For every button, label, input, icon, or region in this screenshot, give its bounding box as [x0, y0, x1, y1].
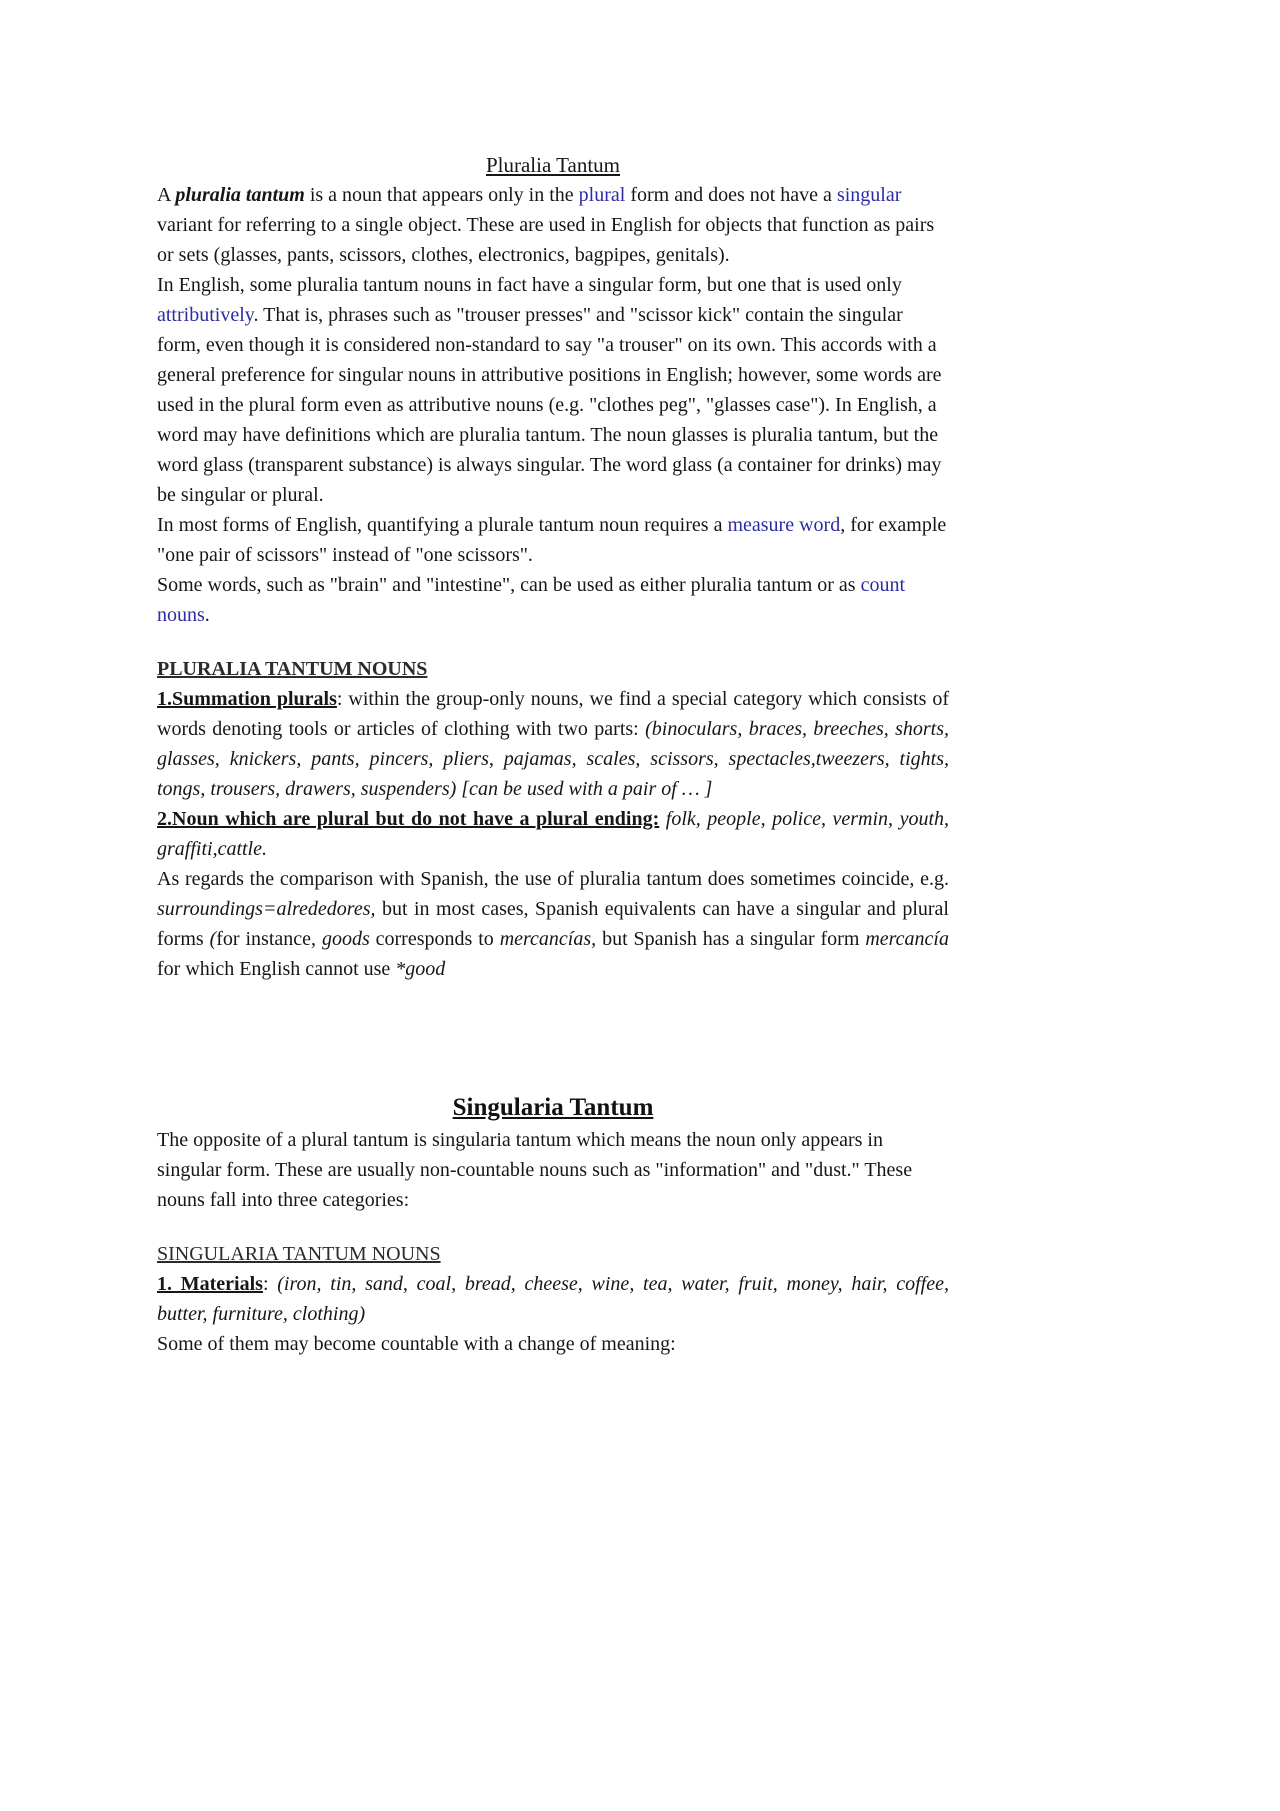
pluralia-tantum-title: Pluralia Tantum — [485, 153, 621, 177]
attributive-paragraph — [157, 270, 949, 510]
text-run: . — [204, 604, 210, 626]
hyperlink[interactable]: measure word — [727, 514, 841, 536]
text-run: folk, people, police, vermin, youth, graffiti,cattle. — [157, 808, 950, 860]
text-run: In most forms of English, quantifying a plurale tantum noun requires a — [157, 514, 728, 536]
hyperlink[interactable]: plural — [578, 184, 626, 206]
singularia-tantum-title: Singularia Tantum — [452, 1094, 654, 1121]
text-run: mercancía — [865, 928, 949, 950]
text-run: but in most cases, Spanish equivalents can have a singular and plural forms — [157, 898, 949, 950]
hyperlink[interactable]: attributively — [157, 304, 254, 326]
text-run: mercancías, — [499, 928, 597, 950]
text-run: variant for referring to a single object. These are used in English for objects that function as pairs or sets (glasses, pants, scissors, clothes, electronics, bagpipes, genitals). — [157, 214, 935, 266]
text-run: corresponds to — [369, 928, 500, 950]
text-run: is a noun that appears only in the — [304, 184, 579, 206]
text-run: 2.Noun which are plural but do not have a plural ending: — [157, 808, 660, 830]
no-plural-ending-paragraph — [157, 804, 949, 864]
text-run: : within the group-only nouns, we find a special category which consists of words denoting tools or articles of clothing with two parts: — [157, 688, 949, 740]
text-run: for instance, — [216, 928, 322, 950]
text-run: : — [262, 1273, 278, 1295]
pluralia-tantum-nouns-heading: PLURALIA TANTUM NOUNS — [157, 658, 428, 680]
text-run: . That is, phrases such as "trouser presses" and "scissor kick" contain the singular form, even though it is considered non-standard to say "a trouser" on its own. This accords with a general preference for singular nouns in attributive positions in English; however, some words are used in the plural form even as attributive nouns (e.g. "clothes peg", "glasses case"). In English, a word may have definitions which are pluralia tantum. The noun glasses is pluralia tantum, but the word glass (transparent substance) is always singular. The word glass (a container for drinks) may be singular or plural. — [157, 304, 942, 506]
text-run: 1. Materials — [157, 1273, 263, 1295]
hyperlink[interactable]: count nouns — [157, 574, 906, 626]
text-run: for which English cannot use — [157, 958, 396, 980]
text-run: surroundings=alrededores, — [157, 898, 376, 920]
countable-note-paragraph: Some of them may become countable with a change of meaning: — [157, 1333, 676, 1355]
count-nouns-paragraph — [157, 570, 949, 630]
text-run: (iron, tin, sand, coal, bread, cheese, wine, tea, water, fruit, money, hair, coffee, butter, furniture, clothing) — [157, 1273, 949, 1325]
summation-plurals-paragraph — [157, 684, 949, 804]
text-run: Some words, such as "brain" and "intestine", can be used as either pluralia tantum or as — [157, 574, 861, 596]
text-run: but Spanish has a singular form — [596, 928, 866, 950]
text-run: form and does not have a — [625, 184, 837, 206]
hyperlink[interactable]: singular — [836, 184, 902, 206]
measure-word-paragraph — [157, 510, 949, 570]
text-run: , for example "one pair of scissors" instead of "one scissors". — [157, 514, 947, 566]
text-run: A — [157, 184, 176, 206]
pluralia-intro-paragraph — [157, 180, 949, 270]
text-run: *good — [395, 958, 446, 980]
materials-paragraph — [157, 1269, 949, 1329]
spanish-comparison-paragraph — [157, 864, 949, 984]
text-run: The opposite of a plural tantum is singularia tantum which means the noun only appears in singular form. These are usually non-countable nouns such as "information" and "dust." These nouns fall into three categories: — [157, 1129, 913, 1211]
text-run: pluralia tantum — [175, 184, 305, 206]
text-run: In English, some pluralia tantum nouns in fact have a singular form, but one that is used only — [157, 274, 902, 296]
singularia-intro-paragraph — [157, 1125, 949, 1215]
singularia-tantum-nouns-heading: SINGULARIA TANTUM NOUNS — [157, 1243, 441, 1265]
text-run: ( — [209, 928, 217, 950]
text-run: goods — [321, 928, 370, 950]
text-run: 1.Summation plurals — [157, 688, 337, 710]
text-run: (binoculars, braces, breeches, shorts, glasses, knickers, pants, pincers, pliers, pajamas, scales, scissors, spectacles,tweezers, tights, tongs, trousers, drawers, suspenders) [can be used with a pair of … ] — [157, 718, 950, 800]
document-content — [157, 150, 949, 1359]
text-run: As regards the comparison with Spanish, the use of pluralia tantum does sometimes coincide, e.g. — [157, 868, 949, 890]
